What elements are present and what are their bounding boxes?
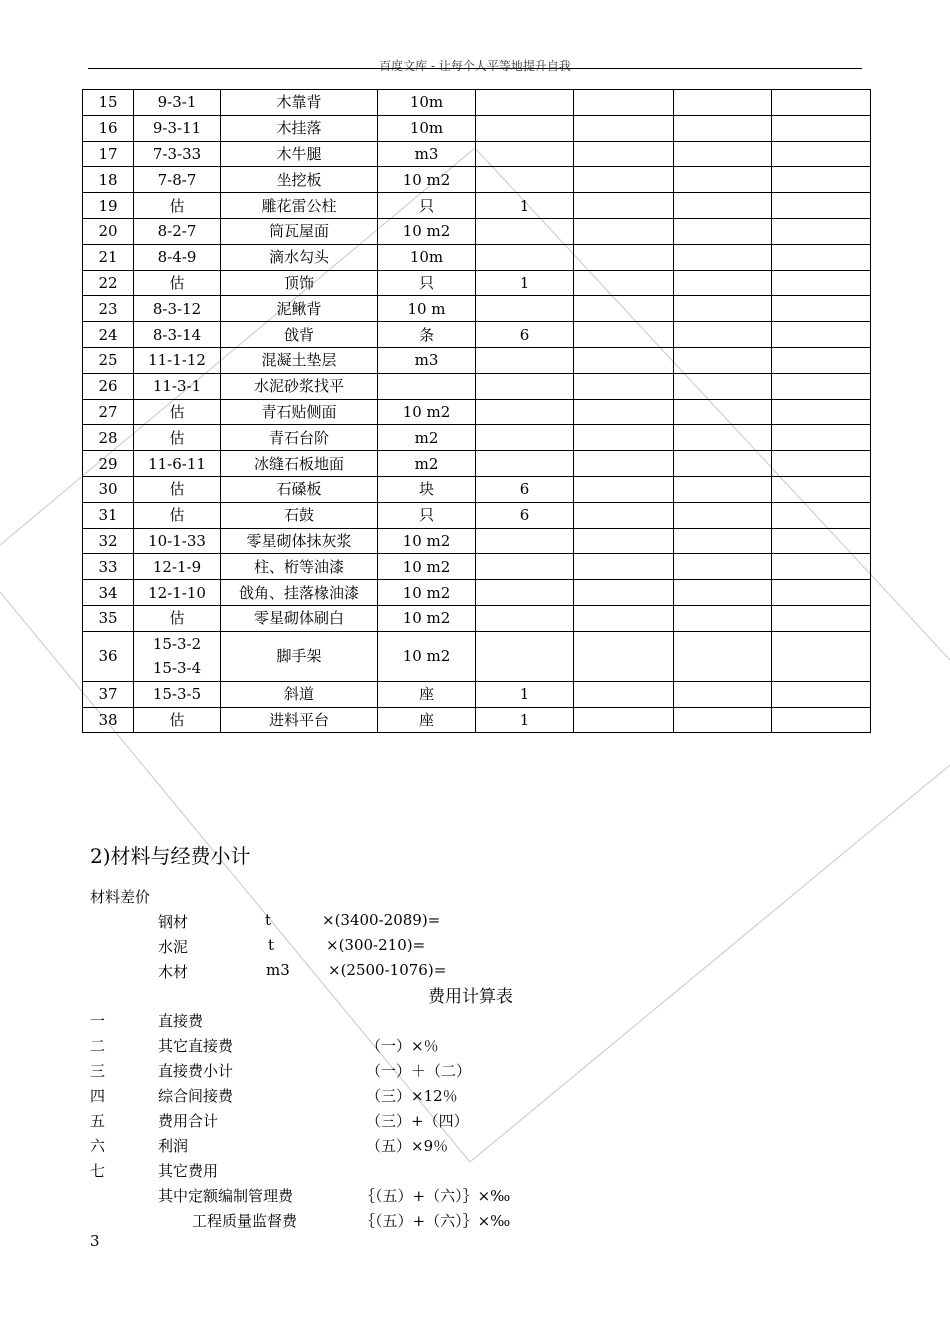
fee-sub-formula: ｛（五）+（六）｝×‰ [360,1187,511,1205]
empty-cell [674,244,772,270]
row-number-cell: 27 [83,399,134,425]
table-row [83,554,871,580]
item-name-cell: 青石台阶 [221,425,378,451]
quota-code-cell: 15-3-5 [134,681,221,707]
empty-cell [772,373,871,399]
row-number-cell: 34 [83,580,134,606]
item-name-cell: 泥鳅背 [221,296,378,322]
quantity-cell: 1 [476,681,574,707]
item-name-cell: 零星砌体抹灰浆 [221,528,378,554]
empty-cell [772,115,871,141]
row-number-cell: 17 [83,141,134,167]
material-formula: ×(3400-2089)= [322,911,441,929]
table-row [83,270,871,296]
row-number-cell: 26 [83,373,134,399]
empty-cell [574,141,674,167]
quota-code-cell: 10-1-33 [134,528,221,554]
item-name-cell: 石鼓 [221,502,378,528]
quota-code-cell: 11-3-1 [134,373,221,399]
quota-code-cell: 7-8-7 [134,167,221,193]
empty-cell [574,399,674,425]
row-number-cell: 29 [83,451,134,477]
fee-table-title: 费用计算表 [428,987,513,1007]
item-name-cell: 零星砌体刷白 [221,605,378,631]
empty-cell [574,554,674,580]
fee-index: 一 [90,1012,106,1030]
quota-code-cell: 估 [134,605,221,631]
item-name-cell: 戗背 [221,322,378,348]
row-number-cell: 37 [83,681,134,707]
fee-name: 其它直接费 [158,1037,234,1055]
empty-cell [772,554,871,580]
empty-cell [674,167,772,193]
quantity-cell [476,554,574,580]
quota-code-cell: 估 [134,476,221,502]
empty-cell [574,425,674,451]
quantity-cell: 6 [476,476,574,502]
unit-cell: 10 m2 [378,605,476,631]
fee-index: 六 [90,1137,106,1155]
unit-cell: 只 [378,270,476,296]
empty-cell [674,296,772,322]
item-name-cell: 斜道 [221,681,378,707]
unit-cell: 10m [378,244,476,270]
material-name: 木材 [158,963,189,981]
empty-cell [674,528,772,554]
empty-cell [772,580,871,606]
fee-name: 其它费用 [158,1162,219,1180]
table-row [83,580,871,606]
empty-cell [772,193,871,219]
empty-cell [674,218,772,244]
quota-code: 15-3-2 [152,635,202,654]
empty-cell [772,707,871,733]
empty-cell [674,476,772,502]
row-number-cell: 18 [83,167,134,193]
quota-code-cell: 8-3-12 [134,296,221,322]
item-name-cell: 水泥砂浆找平 [221,373,378,399]
materials-label: 材料差价 [90,888,151,906]
quota-code-cell: 8-3-14 [134,322,221,348]
fee-sub-name: 工程质量监督费 [192,1212,298,1230]
quantity-cell [476,115,574,141]
material-unit: m3 [266,961,290,979]
item-name-cell: 木牛腿 [221,141,378,167]
empty-cell [772,399,871,425]
empty-cell [574,707,674,733]
table-row [83,322,871,348]
row-number-cell: 36 [83,631,134,681]
quantity-cell [476,218,574,244]
empty-cell [574,296,674,322]
empty-cell [574,270,674,296]
empty-cell [574,193,674,219]
quantity-cell [476,347,574,373]
row-number-cell: 32 [83,528,134,554]
quota-code-cell: 估 [134,399,221,425]
empty-cell [574,502,674,528]
row-number-cell: 28 [83,425,134,451]
table-row [83,707,871,733]
unit-cell: 10 m [378,296,476,322]
empty-cell [772,451,871,477]
empty-cell [574,451,674,477]
empty-cell [674,322,772,348]
item-name-cell: 滴水勾头 [221,244,378,270]
page-number: 3 [90,1232,100,1250]
empty-cell [674,554,772,580]
fee-sub-name: 其中定额编制管理费 [158,1187,294,1205]
empty-cell [574,605,674,631]
table-row [83,193,871,219]
quota-code: 15-3-4 [152,659,202,678]
unit-cell: 只 [378,502,476,528]
empty-cell [772,322,871,348]
quota-code-cell: 估 [134,425,221,451]
table-row [83,631,871,681]
quota-code-cell [134,631,221,681]
page-header: 百度文库 - 让每个人平等地提升自我 [379,59,571,73]
fee-name: 直接费 [158,1012,204,1030]
table-row [83,347,871,373]
empty-cell [574,115,674,141]
unit-cell: 座 [378,681,476,707]
item-name-cell: 戗角、挂落椽油漆 [221,580,378,606]
quantity-cell [476,451,574,477]
quantity-cell [476,141,574,167]
item-name-cell: 雕花雷公柱 [221,193,378,219]
item-name-cell: 木靠背 [221,90,378,116]
fee-name: 综合间接费 [158,1087,234,1105]
empty-cell [674,425,772,451]
unit-cell: m3 [378,141,476,167]
quantity-cell [476,425,574,451]
empty-cell [574,631,674,681]
fee-index: 五 [90,1112,106,1130]
empty-cell [674,373,772,399]
unit-cell: m3 [378,347,476,373]
unit-cell: 10 m2 [378,218,476,244]
fee-index: 三 [90,1062,106,1080]
material-formula: ×(2500-1076)= [328,961,447,979]
fee-index: 二 [90,1037,106,1055]
empty-cell [674,605,772,631]
table-row [83,605,871,631]
table-row [83,681,871,707]
quota-code-cell: 估 [134,502,221,528]
quantity-cell: 6 [476,322,574,348]
item-name-cell: 木挂落 [221,115,378,141]
empty-cell [674,580,772,606]
unit-cell: 10m [378,90,476,116]
quantity-cell [476,605,574,631]
empty-cell [574,322,674,348]
table-row [83,167,871,193]
material-name: 钢材 [158,913,189,931]
unit-cell: 10 m2 [378,554,476,580]
item-name-cell: 混凝土垫层 [221,347,378,373]
table-row [83,451,871,477]
item-name-cell: 脚手架 [221,631,378,681]
fee-name: 费用合计 [158,1112,219,1130]
material-unit: t [265,911,272,929]
quota-code-cell: 9-3-1 [134,90,221,116]
item-name-cell: 筒瓦屋面 [221,218,378,244]
empty-cell [574,528,674,554]
section-title: 2)材料与经费小计 [90,844,251,868]
empty-cell [674,502,772,528]
empty-cell [574,218,674,244]
quota-code-cell: 估 [134,707,221,733]
material-formula: ×(300-210)= [326,936,426,954]
item-name-cell: 进料平台 [221,707,378,733]
header-rule [88,68,862,69]
table-row [83,244,871,270]
empty-cell [574,476,674,502]
row-number-cell: 19 [83,193,134,219]
unit-cell: m2 [378,425,476,451]
unit-cell: 条 [378,322,476,348]
quota-code-cell: 估 [134,193,221,219]
empty-cell [674,141,772,167]
row-number-cell: 16 [83,115,134,141]
table-row [83,476,871,502]
empty-cell [772,605,871,631]
row-number-cell: 35 [83,605,134,631]
row-number-cell: 22 [83,270,134,296]
empty-cell [574,580,674,606]
unit-cell: m2 [378,451,476,477]
empty-cell [772,502,871,528]
unit-cell: 10 m2 [378,528,476,554]
quantity-cell [476,631,574,681]
empty-cell [772,270,871,296]
row-number-cell: 23 [83,296,134,322]
empty-cell [772,681,871,707]
quota-code-cell: 11-1-12 [134,347,221,373]
fee-formula: （一）＋（二） [366,1062,472,1080]
item-name-cell: 顶饰 [221,270,378,296]
row-number-cell: 31 [83,502,134,528]
quota-code-cell: 12-1-9 [134,554,221,580]
unit-cell: 座 [378,707,476,733]
unit-cell [378,373,476,399]
unit-cell: 10m [378,115,476,141]
fee-formula: （五）×9％ [366,1137,449,1155]
quantity-cell: 6 [476,502,574,528]
row-number-cell: 30 [83,476,134,502]
item-name-cell: 坐挖板 [221,167,378,193]
item-name-cell: 石磉板 [221,476,378,502]
item-name-cell: 柱、桁等油漆 [221,554,378,580]
row-number-cell: 33 [83,554,134,580]
quota-code-cell: 8-4-9 [134,244,221,270]
unit-cell: 10 m2 [378,167,476,193]
empty-cell [772,476,871,502]
empty-cell [674,451,772,477]
quantity-cell: 1 [476,270,574,296]
quantity-cell [476,90,574,116]
material-unit: t [268,936,275,954]
table-row [83,90,871,116]
unit-cell: 10 m2 [378,580,476,606]
material-name: 水泥 [158,938,189,956]
table-row [83,141,871,167]
empty-cell [772,218,871,244]
quantity-cell [476,167,574,193]
fee-name: 利润 [158,1137,189,1155]
items-table [82,89,871,733]
empty-cell [772,244,871,270]
table-row [83,115,871,141]
fee-index: 四 [90,1087,106,1105]
row-number-cell: 25 [83,347,134,373]
unit-cell: 10 m2 [378,399,476,425]
quota-code-cell: 12-1-10 [134,580,221,606]
empty-cell [674,681,772,707]
table-row [83,399,871,425]
quota-code-cell: 11-6-11 [134,451,221,477]
empty-cell [772,425,871,451]
unit-cell: 10 m2 [378,631,476,681]
fee-index: 七 [90,1162,106,1180]
empty-cell [674,193,772,219]
empty-cell [574,347,674,373]
fee-formula: （一）×％ [366,1037,439,1055]
empty-cell [674,90,772,116]
empty-cell [574,167,674,193]
fee-formula: （三）+（四） [366,1112,469,1130]
quantity-cell [476,528,574,554]
empty-cell [772,631,871,681]
empty-cell [674,399,772,425]
empty-cell [674,707,772,733]
unit-cell: 只 [378,193,476,219]
table-row [83,296,871,322]
table-row [83,425,871,451]
quantity-cell [476,373,574,399]
row-number-cell: 15 [83,90,134,116]
row-number-cell: 38 [83,707,134,733]
fee-name: 直接费小计 [158,1062,234,1080]
table-row [83,502,871,528]
quantity-cell [476,399,574,425]
table-row [83,528,871,554]
quantity-cell [476,580,574,606]
fee-sub-formula: ｛（五）+（六）｝×‰ [360,1212,511,1230]
quantity-cell: 1 [476,707,574,733]
empty-cell [772,167,871,193]
quantity-cell [476,296,574,322]
quota-code-cell: 9-3-11 [134,115,221,141]
item-name-cell: 冰缝石板地面 [221,451,378,477]
empty-cell [574,681,674,707]
item-name-cell: 青石贴侧面 [221,399,378,425]
empty-cell [574,90,674,116]
row-number-cell: 21 [83,244,134,270]
empty-cell [574,373,674,399]
table-row [83,373,871,399]
empty-cell [674,631,772,681]
empty-cell [674,115,772,141]
quota-code-cell: 8-2-7 [134,218,221,244]
quantity-cell: 1 [476,193,574,219]
empty-cell [772,90,871,116]
empty-cell [674,270,772,296]
empty-cell [772,141,871,167]
empty-cell [674,347,772,373]
quota-code-cell: 7-3-33 [134,141,221,167]
quantity-cell [476,244,574,270]
table-row [83,218,871,244]
empty-cell [772,528,871,554]
empty-cell [772,347,871,373]
fee-formula: （三）×12％ [366,1087,458,1105]
row-number-cell: 20 [83,218,134,244]
row-number-cell: 24 [83,322,134,348]
empty-cell [772,296,871,322]
quota-code-cell: 估 [134,270,221,296]
empty-cell [574,244,674,270]
unit-cell: 块 [378,476,476,502]
